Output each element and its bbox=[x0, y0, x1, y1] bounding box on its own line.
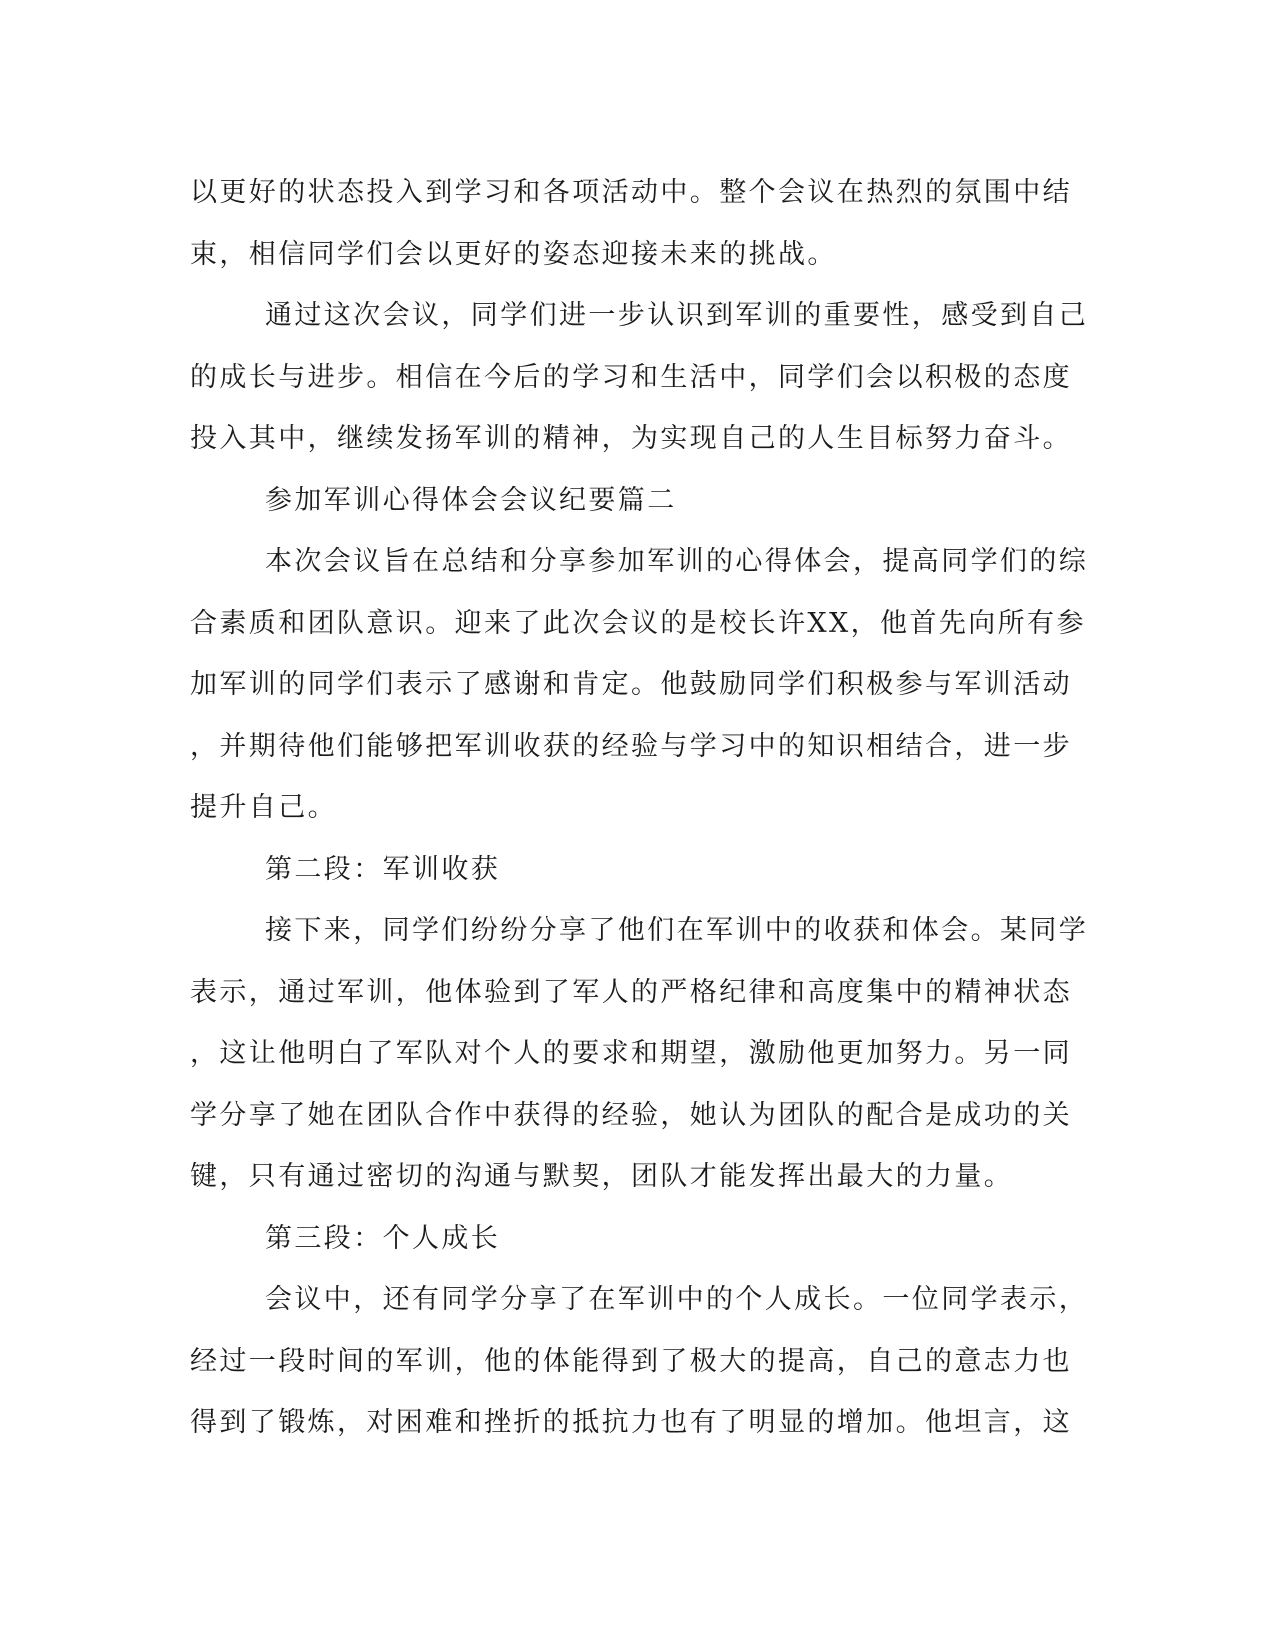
text-line: 通过这次会议，同学们进一步认识到军训的重要性，感受到自己 bbox=[265, 300, 1089, 331]
text-line: 投入其中，继续发扬军训的精神，为实现自己的人生目标努力奋斗。 bbox=[190, 423, 1072, 454]
text-line: 得到了锻炼，对困难和挫折的抵抗力也有了明显的增加。他坦言，这 bbox=[190, 1407, 1072, 1438]
section-heading: 第三段：个人成长 bbox=[265, 1222, 501, 1254]
text-line: 键，只有通过密切的沟通与默契，团队才能发挥出最大的力量。 bbox=[190, 1161, 1014, 1192]
text-line: 接下来，同学们纷纷分享了他们在军训中的收获和体会。某同学 bbox=[265, 915, 1089, 946]
section-heading: 第二段：军训收获 bbox=[265, 853, 501, 885]
text-line: 的成长与进步。相信在今后的学习和生活中，同学们会以积极的态度 bbox=[190, 361, 1072, 393]
text-line: 束，相信同学们会以更好的姿态迎接未来的挑战。 bbox=[190, 238, 837, 270]
text-line: 本次会议旨在总结和分享参加军训的心得体会，提高同学们的综 bbox=[265, 546, 1089, 577]
text-line: ，并期待他们能够把军训收获的经验与学习中的知识相结合，进一步 bbox=[190, 730, 1072, 762]
text-line: ，这让他明白了军队对个人的要求和期望，激励他更加努力。另一同 bbox=[190, 1038, 1072, 1069]
document-body bbox=[190, 162, 1089, 1454]
text-line: 经过一段时间的军训，他的体能得到了极大的提高，自己的意志力也 bbox=[190, 1345, 1072, 1377]
text-line: 以更好的状态投入到学习和各项活动中。整个会议在热烈的氛围中结 bbox=[190, 177, 1072, 208]
section-heading: 参加军训心得体会会议纪要篇二 bbox=[265, 484, 677, 516]
text-line: 提升自己。 bbox=[190, 792, 337, 823]
text-line: 学分享了她在团队合作中获得的经验，她认为团队的配合是成功的关 bbox=[190, 1099, 1072, 1131]
text-line: 合素质和团队意识。迎来了此次会议的是校长许XX，他首先向所有参 bbox=[190, 607, 1086, 639]
text-line: 会议中，还有同学分享了在军训中的个人成长。一位同学表示， bbox=[265, 1284, 1089, 1315]
text-line: 加军训的同学们表示了感谢和肯定。他鼓励同学们积极参与军训活动 bbox=[190, 669, 1072, 700]
text-line: 表示，通过军训，他体验到了军人的严格纪律和高度集中的精神状态 bbox=[190, 976, 1072, 1008]
